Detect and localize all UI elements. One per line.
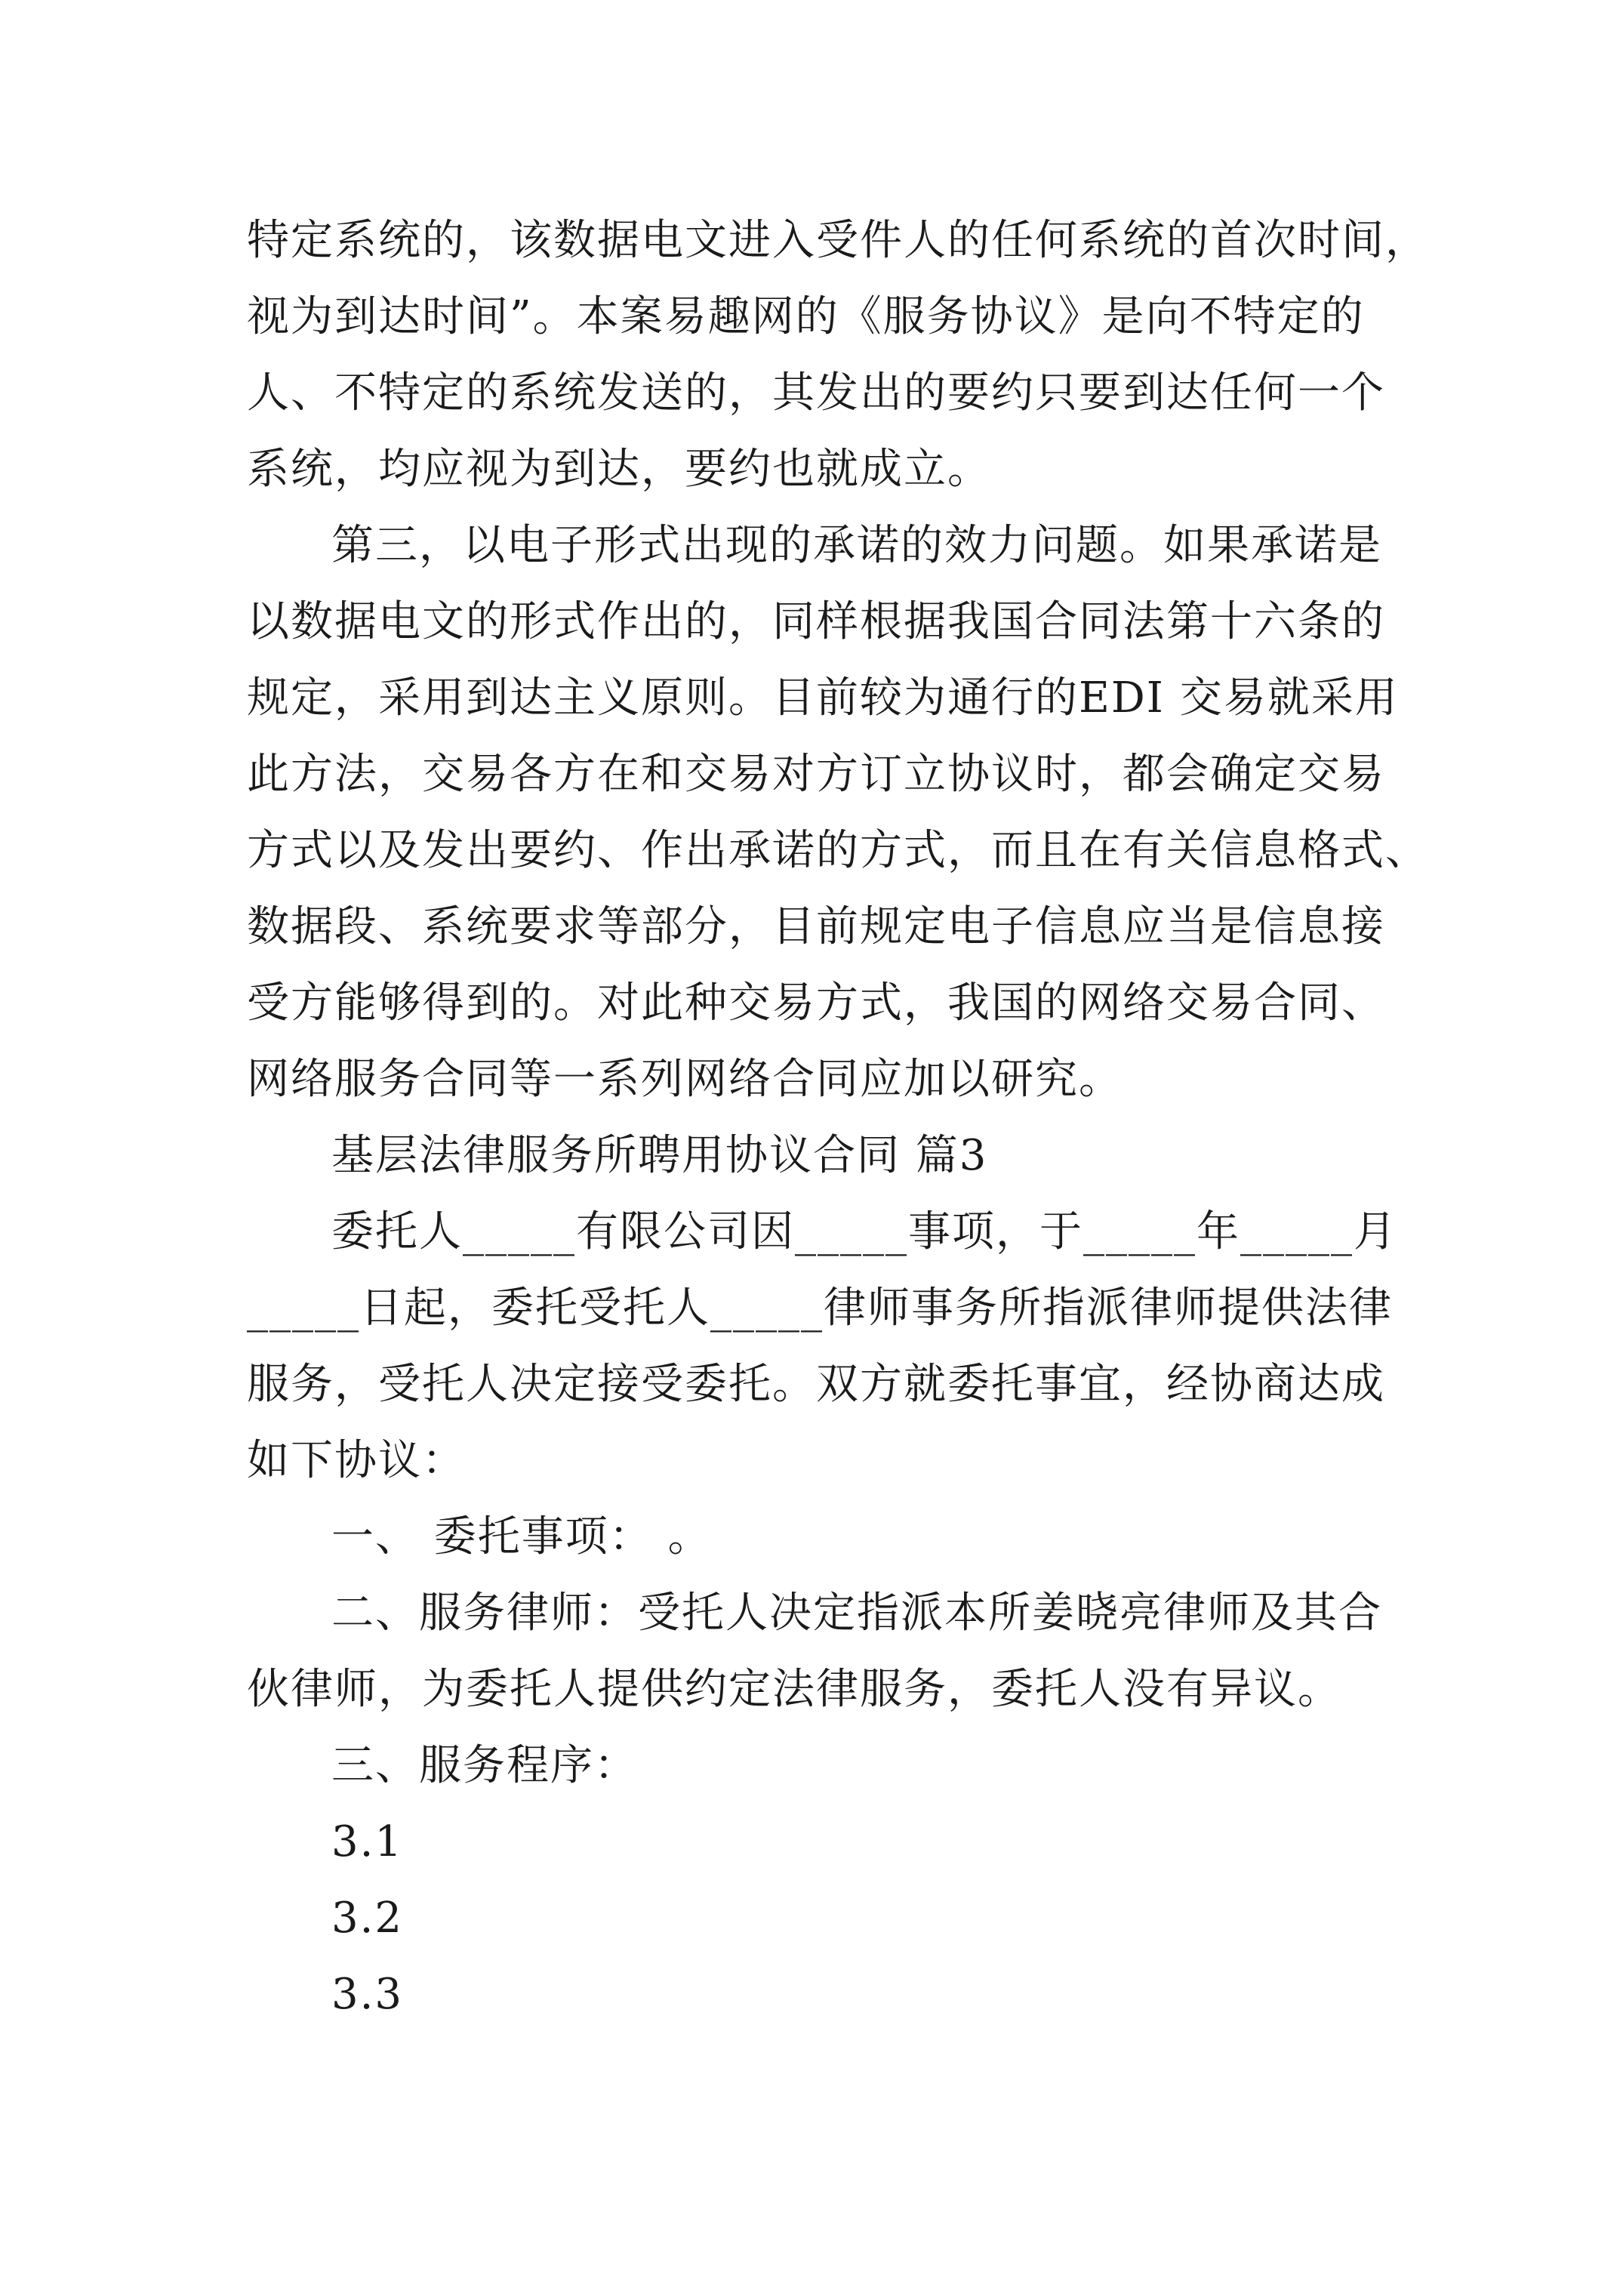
paragraph-line: 视为到达时间”。本案易趣网的《服务协议》是向不特定的: [247, 292, 1365, 341]
paragraph-line: 伙律师，为委托人提供约定法律服务，委托人没有异议。: [247, 1665, 1341, 1714]
clause-line: 三、服务程序：: [331, 1741, 638, 1790]
subclause-line: 3.2: [331, 1894, 404, 1943]
document-body: [247, 202, 1429, 2032]
paragraph-line: 特定系统的，该数据电文进入受件人的任何系统的首次时间，: [247, 216, 1429, 265]
paragraph-line: 方式以及发出要约、作出承诺的方式，而且在有关信息格式、: [247, 826, 1429, 875]
paragraph-line: _____日起，委托受托人_____律师事务所指派律师提供法律: [247, 1284, 1393, 1333]
paragraph-line: 以数据电文的形式作出的，同样根据我国合同法第十六条的: [247, 597, 1385, 646]
paragraph-line: 数据段、系统要求等部分，目前规定电子信息应当是信息接: [247, 902, 1385, 951]
paragraph-line: 如下协议：: [247, 1436, 466, 1485]
paragraph-line: 此方法，交易各方在和交易对方订立协议时，都会确定交易: [247, 750, 1385, 799]
paragraph-line: 规定，采用到达主义原则。目前较为通行的EDI 交易就采用: [247, 673, 1399, 723]
clause-line: 一、 委托事项： 。: [331, 1512, 712, 1561]
paragraph-line: 第三，以电子形式出现的承诺的效力问题。如果承诺是: [331, 521, 1382, 570]
paragraph-line: 委托人_____有限公司因_____事项，于_____年_____月: [331, 1207, 1397, 1256]
paragraph-line: 服务，受托人决定接受委托。双方就委托事宜，经协商达成: [247, 1360, 1385, 1409]
paragraph-line: 网络服务合同等一系列网络合同应加以研究。: [247, 1055, 1123, 1104]
paragraph-line: 受方能够得到的。对此种交易方式，我国的网络交易合同、: [247, 978, 1385, 1028]
clause-line: 二、服务律师：受托人决定指派本所姜晓亮律师及其合: [331, 1589, 1382, 1638]
subclause-line: 3.3: [331, 1970, 404, 2019]
subclause-line: 3.1: [331, 1817, 404, 1866]
paragraph-line: 系统，均应视为到达，要约也就成立。: [247, 445, 991, 494]
paragraph-line: 人、不特定的系统发送的，其发出的要约只要到达任何一个: [247, 368, 1385, 418]
section-heading: 基层法律服务所聘用协议合同 篇3: [331, 1131, 988, 1180]
